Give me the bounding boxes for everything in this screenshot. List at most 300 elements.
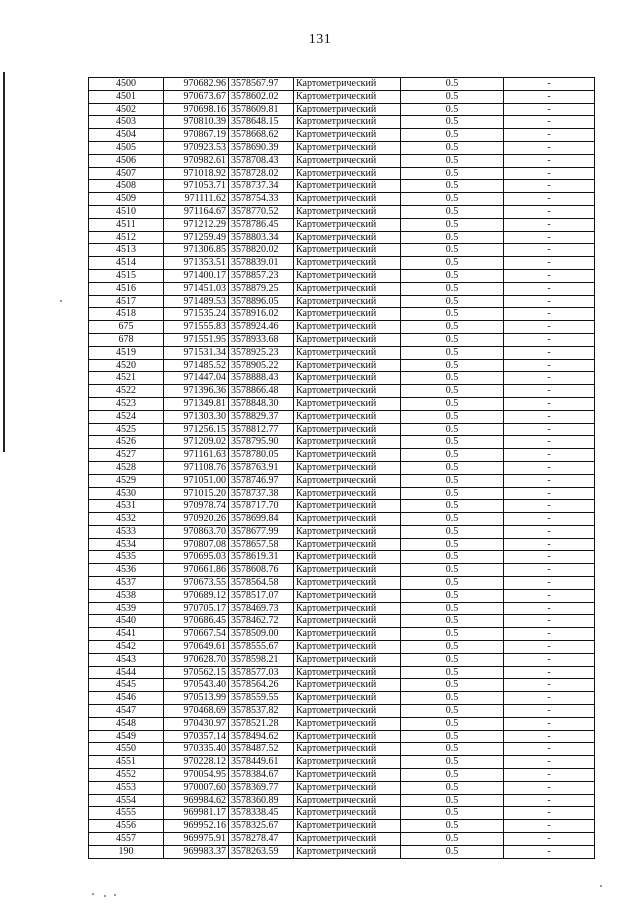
table-row <box>89 295 595 308</box>
point-number-cell: 4555 <box>89 807 164 820</box>
x-coordinate-cell: 971209.02 <box>164 436 229 449</box>
y-coordinate-cell: 3578737.34 <box>229 180 294 193</box>
point-number-cell: 4546 <box>89 692 164 705</box>
accuracy-cell: 0.5 <box>401 666 504 679</box>
method-cell: Картометрический <box>294 244 401 257</box>
note-cell: - <box>504 244 595 257</box>
accuracy-cell: 0.5 <box>401 129 504 142</box>
y-coordinate-cell: 3578555.67 <box>229 641 294 654</box>
method-cell: Картометрический <box>294 461 401 474</box>
note-cell: - <box>504 333 595 346</box>
method-cell: Картометрический <box>294 372 401 385</box>
note-cell: - <box>504 295 595 308</box>
method-cell: Картометрический <box>294 833 401 846</box>
table-row <box>89 487 595 500</box>
note-cell: - <box>504 474 595 487</box>
x-coordinate-cell: 970705.17 <box>164 602 229 615</box>
y-coordinate-cell: 3578278.47 <box>229 833 294 846</box>
table-row <box>89 615 595 628</box>
point-number-cell: 4557 <box>89 833 164 846</box>
method-cell: Картометрический <box>294 487 401 500</box>
accuracy-cell: 0.5 <box>401 449 504 462</box>
x-coordinate-cell: 971555.83 <box>164 321 229 334</box>
note-cell: - <box>504 692 595 705</box>
table-row <box>89 180 595 193</box>
note-cell: - <box>504 730 595 743</box>
coordinates-table-body <box>89 78 595 859</box>
x-coordinate-cell: 970430.97 <box>164 717 229 730</box>
note-cell: - <box>504 385 595 398</box>
accuracy-cell: 0.5 <box>401 282 504 295</box>
table-row <box>89 602 595 615</box>
table-row <box>89 244 595 257</box>
x-coordinate-cell: 971164.67 <box>164 205 229 218</box>
table-row <box>89 385 595 398</box>
note-cell: - <box>504 705 595 718</box>
y-coordinate-cell: 3578537.82 <box>229 705 294 718</box>
accuracy-cell: 0.5 <box>401 193 504 206</box>
y-coordinate-cell: 3578728.02 <box>229 167 294 180</box>
method-cell: Картометрический <box>294 781 401 794</box>
accuracy-cell: 0.5 <box>401 628 504 641</box>
point-number-cell: 4507 <box>89 167 164 180</box>
accuracy-cell: 0.5 <box>401 487 504 500</box>
method-cell: Картометрический <box>294 116 401 129</box>
x-coordinate-cell: 969984.62 <box>164 794 229 807</box>
method-cell: Картометрический <box>294 78 401 91</box>
point-number-cell: 4515 <box>89 269 164 282</box>
table-row <box>89 346 595 359</box>
note-cell: - <box>504 628 595 641</box>
point-number-cell: 4556 <box>89 820 164 833</box>
note-cell: - <box>504 308 595 321</box>
y-coordinate-cell: 3578449.61 <box>229 756 294 769</box>
coordinates-table <box>88 77 595 859</box>
y-coordinate-cell: 3578263.59 <box>229 845 294 858</box>
method-cell: Картометрический <box>294 564 401 577</box>
note-cell: - <box>504 193 595 206</box>
point-number-cell: 4544 <box>89 666 164 679</box>
y-coordinate-cell: 3578857.23 <box>229 269 294 282</box>
accuracy-cell: 0.5 <box>401 743 504 756</box>
point-number-cell: 4553 <box>89 781 164 794</box>
point-number-cell: 4501 <box>89 90 164 103</box>
note-cell: - <box>504 321 595 334</box>
note-cell: - <box>504 653 595 666</box>
y-coordinate-cell: 3578820.02 <box>229 244 294 257</box>
note-cell: - <box>504 167 595 180</box>
x-coordinate-cell: 970695.03 <box>164 551 229 564</box>
point-number-cell: 4520 <box>89 359 164 372</box>
accuracy-cell: 0.5 <box>401 205 504 218</box>
accuracy-cell: 0.5 <box>401 154 504 167</box>
x-coordinate-cell: 971485.52 <box>164 359 229 372</box>
accuracy-cell: 0.5 <box>401 116 504 129</box>
accuracy-cell: 0.5 <box>401 641 504 654</box>
scan-speck <box>92 893 94 895</box>
x-coordinate-cell: 970686.45 <box>164 615 229 628</box>
y-coordinate-cell: 3578699.84 <box>229 513 294 526</box>
note-cell: - <box>504 717 595 730</box>
table-row <box>89 449 595 462</box>
accuracy-cell: 0.5 <box>401 372 504 385</box>
table-row <box>89 513 595 526</box>
x-coordinate-cell: 969975.91 <box>164 833 229 846</box>
y-coordinate-cell: 3578888.43 <box>229 372 294 385</box>
method-cell: Картометрический <box>294 308 401 321</box>
note-cell: - <box>504 500 595 513</box>
method-cell: Картометрический <box>294 397 401 410</box>
method-cell: Картометрический <box>294 410 401 423</box>
method-cell: Картометрический <box>294 257 401 270</box>
method-cell: Картометрический <box>294 167 401 180</box>
y-coordinate-cell: 3578690.39 <box>229 141 294 154</box>
x-coordinate-cell: 970863.70 <box>164 525 229 538</box>
x-coordinate-cell: 970689.12 <box>164 589 229 602</box>
point-number-cell: 4533 <box>89 525 164 538</box>
scan-speck <box>114 894 116 896</box>
note-cell: - <box>504 436 595 449</box>
x-coordinate-cell: 971111.62 <box>164 193 229 206</box>
x-coordinate-cell: 970649.61 <box>164 641 229 654</box>
point-number-cell: 4522 <box>89 385 164 398</box>
point-number-cell: 4548 <box>89 717 164 730</box>
y-coordinate-cell: 3578933.68 <box>229 333 294 346</box>
note-cell: - <box>504 641 595 654</box>
method-cell: Картометрический <box>294 474 401 487</box>
accuracy-cell: 0.5 <box>401 90 504 103</box>
point-number-cell: 4523 <box>89 397 164 410</box>
note-cell: - <box>504 615 595 628</box>
method-cell: Картометрический <box>294 129 401 142</box>
table-row <box>89 474 595 487</box>
point-number-cell: 4527 <box>89 449 164 462</box>
table-row <box>89 589 595 602</box>
note-cell: - <box>504 449 595 462</box>
table-row <box>89 705 595 718</box>
accuracy-cell: 0.5 <box>401 705 504 718</box>
accuracy-cell: 0.5 <box>401 564 504 577</box>
point-number-cell: 4513 <box>89 244 164 257</box>
y-coordinate-cell: 3578619.31 <box>229 551 294 564</box>
method-cell: Картометрический <box>294 820 401 833</box>
point-number-cell: 4502 <box>89 103 164 116</box>
table-row <box>89 141 595 154</box>
accuracy-cell: 0.5 <box>401 333 504 346</box>
x-coordinate-cell: 970513.99 <box>164 692 229 705</box>
x-coordinate-cell: 971212.29 <box>164 218 229 231</box>
method-cell: Картометрический <box>294 385 401 398</box>
x-coordinate-cell: 971303.30 <box>164 410 229 423</box>
y-coordinate-cell: 3578717.70 <box>229 500 294 513</box>
scan-speck <box>600 885 602 887</box>
method-cell: Картометрический <box>294 692 401 705</box>
accuracy-cell: 0.5 <box>401 103 504 116</box>
point-number-cell: 190 <box>89 845 164 858</box>
table-row <box>89 551 595 564</box>
table-row <box>89 269 595 282</box>
point-number-cell: 4539 <box>89 602 164 615</box>
accuracy-cell: 0.5 <box>401 692 504 705</box>
accuracy-cell: 0.5 <box>401 308 504 321</box>
x-coordinate-cell: 971451.03 <box>164 282 229 295</box>
table-row <box>89 628 595 641</box>
y-coordinate-cell: 3578564.26 <box>229 679 294 692</box>
method-cell: Картометрический <box>294 154 401 167</box>
y-coordinate-cell: 3578521.28 <box>229 717 294 730</box>
table-row <box>89 641 595 654</box>
method-cell: Картометрический <box>294 141 401 154</box>
x-coordinate-cell: 970543.40 <box>164 679 229 692</box>
x-coordinate-cell: 971349.81 <box>164 397 229 410</box>
point-number-cell: 4505 <box>89 141 164 154</box>
y-coordinate-cell: 3578839.01 <box>229 257 294 270</box>
point-number-cell: 4538 <box>89 589 164 602</box>
x-coordinate-cell: 971551.95 <box>164 333 229 346</box>
y-coordinate-cell: 3578803.34 <box>229 231 294 244</box>
method-cell: Картометрический <box>294 794 401 807</box>
point-number-cell: 4525 <box>89 423 164 436</box>
point-number-cell: 4547 <box>89 705 164 718</box>
table-row <box>89 257 595 270</box>
table-row <box>89 525 595 538</box>
y-coordinate-cell: 3578469.73 <box>229 602 294 615</box>
accuracy-cell: 0.5 <box>401 78 504 91</box>
point-number-cell: 4532 <box>89 513 164 526</box>
point-number-cell: 4514 <box>89 257 164 270</box>
y-coordinate-cell: 3578564.58 <box>229 577 294 590</box>
point-number-cell: 4540 <box>89 615 164 628</box>
point-number-cell: 4526 <box>89 436 164 449</box>
method-cell: Картометрический <box>294 615 401 628</box>
y-coordinate-cell: 3578648.15 <box>229 116 294 129</box>
y-coordinate-cell: 3578517.07 <box>229 589 294 602</box>
table-row <box>89 321 595 334</box>
x-coordinate-cell: 970007.60 <box>164 781 229 794</box>
accuracy-cell: 0.5 <box>401 436 504 449</box>
note-cell: - <box>504 666 595 679</box>
table-row <box>89 436 595 449</box>
table-row <box>89 730 595 743</box>
note-cell: - <box>504 769 595 782</box>
accuracy-cell: 0.5 <box>401 359 504 372</box>
x-coordinate-cell: 971259.49 <box>164 231 229 244</box>
x-coordinate-cell: 971053.71 <box>164 180 229 193</box>
point-number-cell: 4503 <box>89 116 164 129</box>
accuracy-cell: 0.5 <box>401 231 504 244</box>
method-cell: Картометрический <box>294 90 401 103</box>
y-coordinate-cell: 3578754.33 <box>229 193 294 206</box>
method-cell: Картометрический <box>294 807 401 820</box>
point-number-cell: 4536 <box>89 564 164 577</box>
y-coordinate-cell: 3578577.03 <box>229 666 294 679</box>
x-coordinate-cell: 971015.20 <box>164 487 229 500</box>
table-row <box>89 116 595 129</box>
accuracy-cell: 0.5 <box>401 167 504 180</box>
method-cell: Картометрический <box>294 346 401 359</box>
y-coordinate-cell: 3578657.58 <box>229 538 294 551</box>
point-number-cell: 4552 <box>89 769 164 782</box>
x-coordinate-cell: 970628.70 <box>164 653 229 666</box>
accuracy-cell: 0.5 <box>401 794 504 807</box>
method-cell: Картометрический <box>294 628 401 641</box>
note-cell: - <box>504 525 595 538</box>
note-cell: - <box>504 141 595 154</box>
method-cell: Картометрический <box>294 282 401 295</box>
x-coordinate-cell: 970920.26 <box>164 513 229 526</box>
method-cell: Картометрический <box>294 359 401 372</box>
y-coordinate-cell: 3578494.62 <box>229 730 294 743</box>
table-row <box>89 794 595 807</box>
note-cell: - <box>504 820 595 833</box>
table-row <box>89 461 595 474</box>
x-coordinate-cell: 970810.39 <box>164 116 229 129</box>
x-coordinate-cell: 971447.04 <box>164 372 229 385</box>
note-cell: - <box>504 833 595 846</box>
x-coordinate-cell: 970982.61 <box>164 154 229 167</box>
table-row <box>89 423 595 436</box>
accuracy-cell: 0.5 <box>401 410 504 423</box>
note-cell: - <box>504 743 595 756</box>
point-number-cell: 4531 <box>89 500 164 513</box>
note-cell: - <box>504 423 595 436</box>
accuracy-cell: 0.5 <box>401 180 504 193</box>
y-coordinate-cell: 3578924.46 <box>229 321 294 334</box>
x-coordinate-cell: 971400.17 <box>164 269 229 282</box>
table-row <box>89 564 595 577</box>
point-number-cell: 4549 <box>89 730 164 743</box>
note-cell: - <box>504 90 595 103</box>
note-cell: - <box>504 679 595 692</box>
x-coordinate-cell: 970357.14 <box>164 730 229 743</box>
x-coordinate-cell: 971396.36 <box>164 385 229 398</box>
note-cell: - <box>504 461 595 474</box>
y-coordinate-cell: 3578879.25 <box>229 282 294 295</box>
note-cell: - <box>504 129 595 142</box>
accuracy-cell: 0.5 <box>401 513 504 526</box>
point-number-cell: 4545 <box>89 679 164 692</box>
point-number-cell: 678 <box>89 333 164 346</box>
table-row <box>89 756 595 769</box>
x-coordinate-cell: 971353.51 <box>164 257 229 270</box>
method-cell: Картометрический <box>294 641 401 654</box>
table-row <box>89 692 595 705</box>
y-coordinate-cell: 3578896.05 <box>229 295 294 308</box>
point-number-cell: 4517 <box>89 295 164 308</box>
note-cell: - <box>504 513 595 526</box>
table-row <box>89 807 595 820</box>
y-coordinate-cell: 3578384.67 <box>229 769 294 782</box>
note-cell: - <box>504 577 595 590</box>
method-cell: Картометрический <box>294 231 401 244</box>
x-coordinate-cell: 969983.37 <box>164 845 229 858</box>
y-coordinate-cell: 3578925.23 <box>229 346 294 359</box>
accuracy-cell: 0.5 <box>401 461 504 474</box>
table-row <box>89 205 595 218</box>
note-cell: - <box>504 269 595 282</box>
point-number-cell: 4504 <box>89 129 164 142</box>
accuracy-cell: 0.5 <box>401 833 504 846</box>
accuracy-cell: 0.5 <box>401 525 504 538</box>
accuracy-cell: 0.5 <box>401 807 504 820</box>
note-cell: - <box>504 346 595 359</box>
note-cell: - <box>504 487 595 500</box>
point-number-cell: 4516 <box>89 282 164 295</box>
y-coordinate-cell: 3578608.76 <box>229 564 294 577</box>
y-coordinate-cell: 3578746.97 <box>229 474 294 487</box>
point-number-cell: 4543 <box>89 653 164 666</box>
method-cell: Картометрический <box>294 551 401 564</box>
point-number-cell: 4551 <box>89 756 164 769</box>
note-cell: - <box>504 756 595 769</box>
accuracy-cell: 0.5 <box>401 269 504 282</box>
accuracy-cell: 0.5 <box>401 653 504 666</box>
point-number-cell: 4511 <box>89 218 164 231</box>
accuracy-cell: 0.5 <box>401 295 504 308</box>
method-cell: Картометрический <box>294 218 401 231</box>
y-coordinate-cell: 3578812.77 <box>229 423 294 436</box>
y-coordinate-cell: 3578369.77 <box>229 781 294 794</box>
note-cell: - <box>504 116 595 129</box>
accuracy-cell: 0.5 <box>401 756 504 769</box>
x-coordinate-cell: 970867.19 <box>164 129 229 142</box>
table-row <box>89 333 595 346</box>
note-cell: - <box>504 410 595 423</box>
point-number-cell: 4510 <box>89 205 164 218</box>
point-number-cell: 4524 <box>89 410 164 423</box>
table-row <box>89 538 595 551</box>
accuracy-cell: 0.5 <box>401 244 504 257</box>
note-cell: - <box>504 282 595 295</box>
method-cell: Картометрический <box>294 666 401 679</box>
x-coordinate-cell: 970661.86 <box>164 564 229 577</box>
accuracy-cell: 0.5 <box>401 820 504 833</box>
method-cell: Картометрический <box>294 205 401 218</box>
method-cell: Картометрический <box>294 743 401 756</box>
point-number-cell: 4521 <box>89 372 164 385</box>
y-coordinate-cell: 3578866.48 <box>229 385 294 398</box>
note-cell: - <box>504 218 595 231</box>
method-cell: Картометрический <box>294 449 401 462</box>
point-number-cell: 4534 <box>89 538 164 551</box>
point-number-cell: 4535 <box>89 551 164 564</box>
y-coordinate-cell: 3578602.02 <box>229 90 294 103</box>
method-cell: Картометрический <box>294 602 401 615</box>
accuracy-cell: 0.5 <box>401 474 504 487</box>
y-coordinate-cell: 3578905.22 <box>229 359 294 372</box>
table-row <box>89 282 595 295</box>
note-cell: - <box>504 589 595 602</box>
point-number-cell: 4519 <box>89 346 164 359</box>
y-coordinate-cell: 3578763.91 <box>229 461 294 474</box>
accuracy-cell: 0.5 <box>401 257 504 270</box>
point-number-cell: 4529 <box>89 474 164 487</box>
note-cell: - <box>504 205 595 218</box>
y-coordinate-cell: 3578360.89 <box>229 794 294 807</box>
accuracy-cell: 0.5 <box>401 551 504 564</box>
accuracy-cell: 0.5 <box>401 538 504 551</box>
method-cell: Картометрический <box>294 705 401 718</box>
point-number-cell: 4508 <box>89 180 164 193</box>
method-cell: Картометрический <box>294 333 401 346</box>
table-row <box>89 769 595 782</box>
y-coordinate-cell: 3578780.05 <box>229 449 294 462</box>
table-row <box>89 679 595 692</box>
x-coordinate-cell: 971256.15 <box>164 423 229 436</box>
note-cell: - <box>504 257 595 270</box>
note-cell: - <box>504 551 595 564</box>
method-cell: Картометрический <box>294 525 401 538</box>
